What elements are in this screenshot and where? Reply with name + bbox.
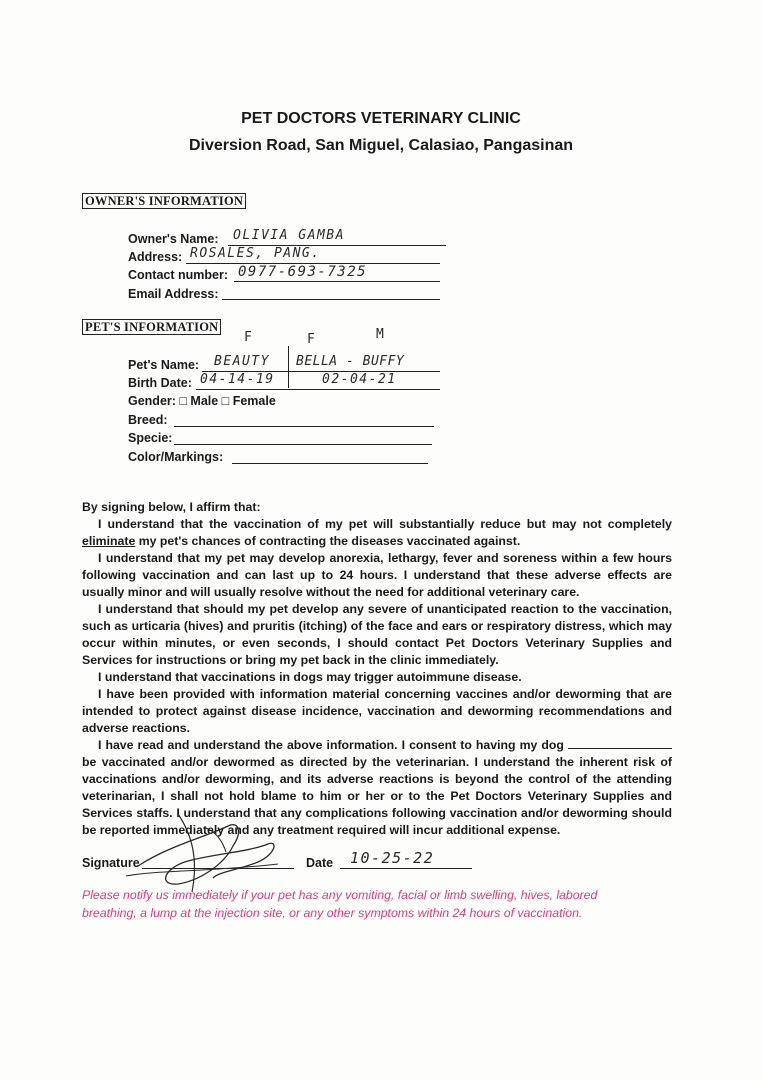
clinic-name: PET DOCTORS VETERINARY CLINIC <box>241 110 521 127</box>
pet-name-value-2[interactable]: BELLA - BUFFY <box>296 354 405 369</box>
consent-intro: By signing below, I affirm that: <box>82 500 261 514</box>
pet-section-heading: PET'S INFORMATION <box>82 319 221 335</box>
contact-value[interactable]: 0977-693-7325 <box>238 264 368 280</box>
pet-name-label: Pet's Name: <box>128 358 200 372</box>
consent-p1-b: my pet's chances of contracting the diseases vaccinated against. <box>135 534 521 548</box>
signature-label: Signature <box>82 856 140 870</box>
gender-label[interactable]: Gender: □ Male □ Female <box>128 394 276 408</box>
sex-mark-1: F <box>244 330 254 345</box>
sex-mark-3: M <box>376 327 386 342</box>
post-vaccination-notice: Please notify us immediately if your pet has any vomiting, facial or limb swelling, hives, labored breathing, a lump at the injection site, or any other symptoms within 24 hours of vaccination. <box>82 888 598 920</box>
dog-name-blank[interactable] <box>568 737 672 749</box>
consent-p6-a: I have read and understand the above information. I consent to having my dog <box>98 738 564 752</box>
consent-p3: I understand that should my pet develop any severe of unanticipated reaction to the vaccination, such as urticaria (hives) and pruritis (itching) of the face and ears or respiratory distress, which may occur within minutes, or even seconds, I should contact Pet Doctors Veterinary Supplies and Services for instructions or bring my pet back in the clinic immediately. <box>82 602 672 667</box>
consent-p5: I have been provided with information material concerning vaccines and/or deworming that are intended to protect against disease incidence, vaccination and deworming recommendations and adverse reactions. <box>82 687 672 735</box>
date-line[interactable] <box>340 868 472 869</box>
owner-name-value[interactable]: OLIVIA GAMBA <box>233 228 345 243</box>
consent-block <box>82 499 672 839</box>
sex-mark-2: F <box>307 332 317 347</box>
birth-date-value-1[interactable]: 04-14-19 <box>200 372 275 387</box>
consent-p1 <box>82 516 672 550</box>
birth-date-label: Birth Date: <box>128 376 192 390</box>
owner-section-heading: OWNER'S INFORMATION <box>82 193 246 209</box>
address-value[interactable]: ROSALES, PANG. <box>190 246 321 261</box>
birth-date-line <box>196 389 440 390</box>
handwritten-signature-icon <box>118 806 298 898</box>
pet-divider-stroke <box>288 346 289 388</box>
consent-p4: I understand that vaccinations in dogs may trigger autoimmune disease. <box>98 670 522 684</box>
specie-line[interactable] <box>174 444 432 445</box>
breed-line[interactable] <box>174 426 434 427</box>
consent-p6-b: be vaccinated and/or dewormed as directed by the veterinarian. I understand the inherent risk of vaccinations and/or deworming, and its adverse reactions is beyond the control of the attending veterinarian, I shall not hold blame to him or her or to the Pet Doctors Veterinary Supplies and Services staffs. I understand that any complications following vaccination and/or deworming should be reported immediately and any treatment required will incur additional expense. <box>82 755 672 837</box>
address-label: Address: <box>128 250 183 264</box>
contact-line <box>234 281 440 282</box>
pet-name-value-1[interactable]: BEAUTY <box>214 354 270 369</box>
color-markings-label: Color/Markings: <box>128 450 224 464</box>
breed-label: Breed: <box>128 413 168 427</box>
consent-p1-underlined: eliminate <box>82 534 136 548</box>
date-label: Date <box>306 856 334 870</box>
consent-p2: I understand that my pet may develop anorexia, lethargy, fever and soreness within a few hours following vaccination and can last up to 24 hours. I understand that these adverse effects are usually minor and will usually resolve without the need for additional veterinary care. <box>82 551 672 599</box>
specie-label: Specie: <box>128 431 173 445</box>
email-line <box>222 299 440 300</box>
owner-name-label: Owner's Name: <box>128 232 219 246</box>
consent-p1-a: I understand that the vaccination of my pet will substantially reduce but may not completely <box>98 517 672 531</box>
color-markings-line[interactable] <box>232 463 428 464</box>
birth-date-value-2[interactable]: 02-04-21 <box>322 372 397 387</box>
email-label: Email Address: <box>128 287 219 301</box>
date-value[interactable]: 10-25-22 <box>350 849 435 867</box>
contact-label: Contact number: <box>128 268 228 282</box>
clinic-address: Diversion Road, San Miguel, Calasiao, Pangasinan <box>188 137 574 154</box>
